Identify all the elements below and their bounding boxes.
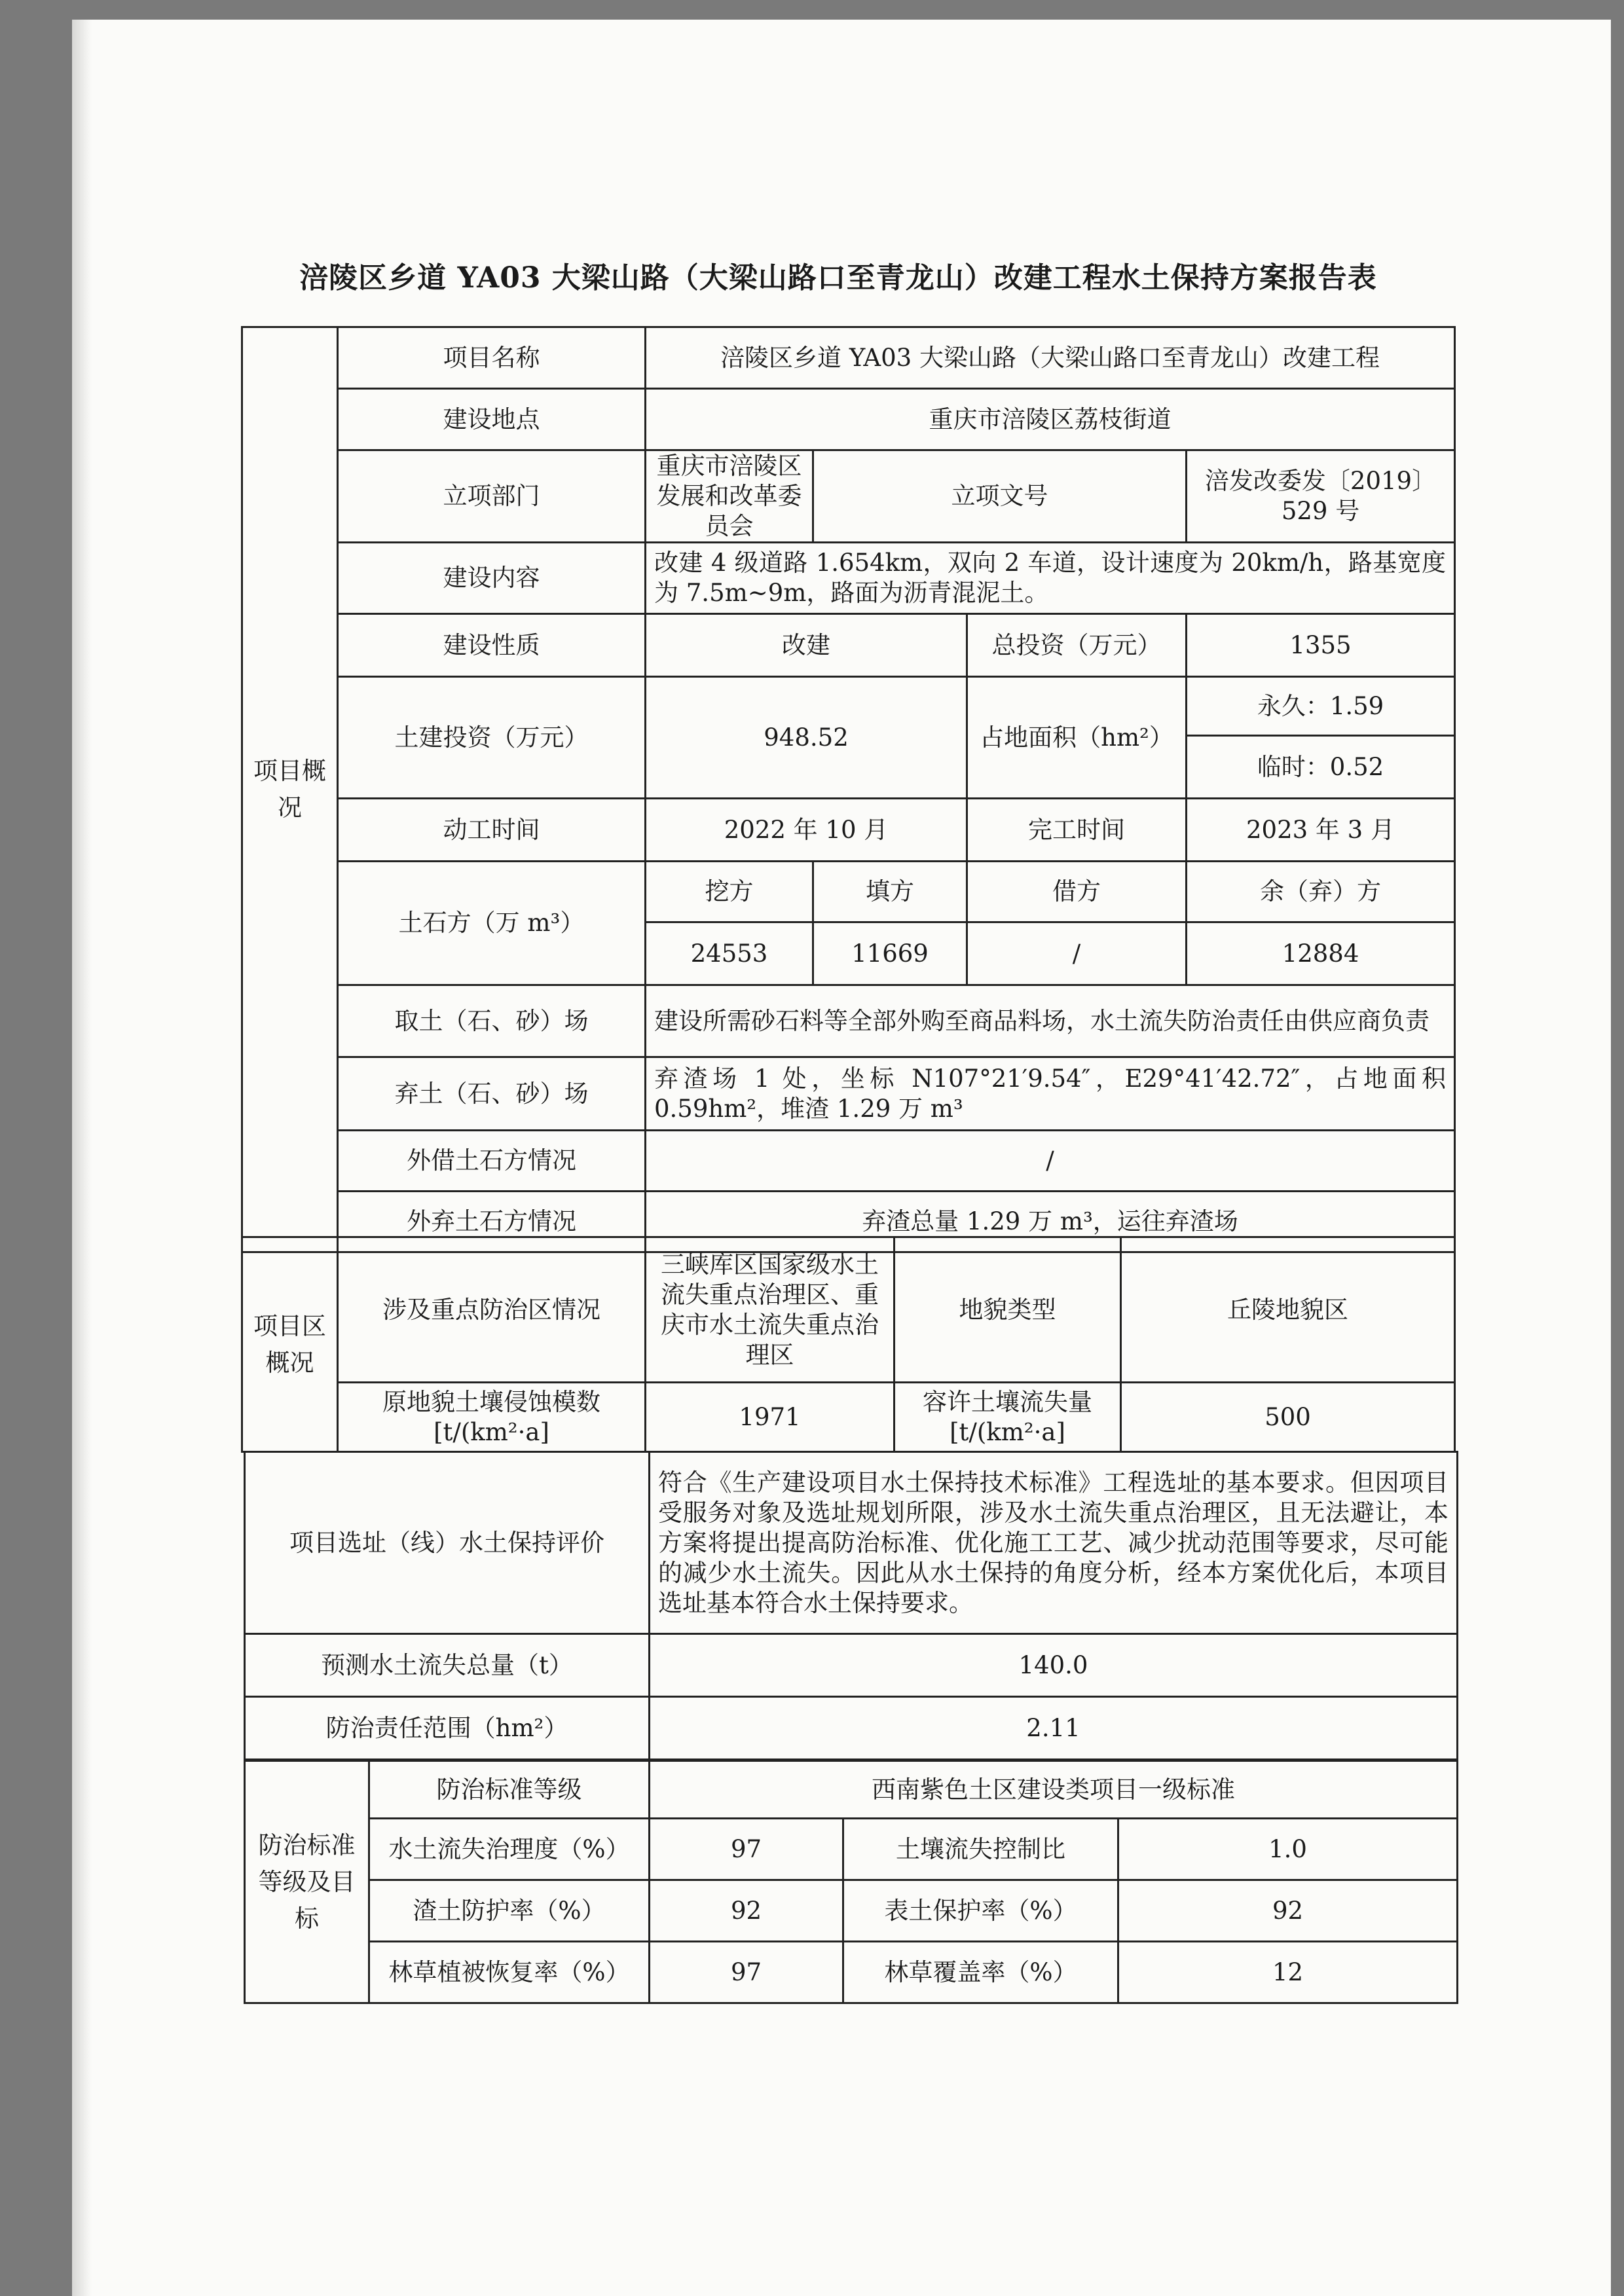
civil-invest-label: 土建投资（万元） — [338, 677, 646, 799]
location-value: 重庆市涪陵区荔枝街道 — [646, 389, 1455, 450]
earth-label: 土石方（万 m³） — [338, 862, 646, 985]
end-value: 2023 年 3 月 — [1187, 799, 1455, 862]
project-name-label: 项目名称 — [338, 327, 646, 389]
evaluation-text: 符合《生产建设项目水土保持技术标准》工程选址的基本要求。但因项目受服务对象及选址规划所限，涉及水土流失重点治理区，且无法避让，本方案将提出提高防治标准、优化施工工艺、减少扰动范围等要求，尽可能的减少水土流失。因此从水土保持的角度分析，经本方案优化后，本项目选址基本符合水土保持要求。 — [650, 1452, 1458, 1634]
landform-label: 地貌类型 — [895, 1237, 1121, 1383]
loss-value: 140.0 — [650, 1634, 1458, 1697]
civil-invest-value: 948.52 — [646, 677, 967, 799]
target-label: 渣土防护率（%） — [369, 1880, 650, 1942]
end-label: 完工时间 — [967, 799, 1187, 862]
target-value: 92 — [1118, 1880, 1458, 1942]
area-permanent: 永久：1.59 — [1187, 677, 1455, 736]
target-label: 林草覆盖率（%） — [843, 1942, 1118, 2003]
nature-value: 改建 — [646, 614, 967, 677]
target-value: 97 — [650, 1819, 843, 1880]
earth-header-surplus: 余（弃）方 — [1187, 862, 1455, 922]
ext-borrow-value: / — [646, 1131, 1455, 1192]
project-overview-table — [241, 326, 1456, 1253]
ext-spoil-label: 外弃土石方情况 — [338, 1192, 646, 1252]
standards-table — [244, 1760, 1458, 2004]
target-label: 表土保护率（%） — [843, 1880, 1118, 1942]
earth-value-surplus: 12884 — [1187, 922, 1455, 985]
category-area-overview: 项目区概况 — [242, 1237, 338, 1452]
target-value: 1.0 — [1118, 1819, 1458, 1880]
doc-no-value: 涪发改委发〔2019〕529 号 — [1187, 450, 1455, 543]
allow-label: 容许土壤流失量 [t/(km²·a] — [895, 1383, 1121, 1452]
target-label: 林草植被恢复率（%） — [369, 1942, 650, 2003]
project-name-value: 涪陵区乡道 YA03 大梁山路（大梁山路口至青龙山）改建工程 — [646, 327, 1455, 389]
borrow-site-label: 取土（石、砂）场 — [338, 985, 646, 1057]
earth-header-borrow: 借方 — [967, 862, 1187, 922]
target-label: 土壤流失控制比 — [843, 1819, 1118, 1880]
scope-label: 防治责任范围（hm²） — [245, 1697, 650, 1760]
evaluation-table — [244, 1451, 1458, 1760]
dept-label: 立项部门 — [338, 450, 646, 543]
start-value: 2022 年 10 月 — [646, 799, 967, 862]
earth-value-excavation: 24553 — [646, 922, 813, 985]
location-label: 建设地点 — [338, 389, 646, 450]
page-binding-shadow — [72, 20, 92, 2296]
report-title: 涪陵区乡道 YA03 大梁山路（大梁山路口至青龙山）改建工程水土保持方案报告表 — [299, 261, 1377, 295]
total-invest-value: 1355 — [1187, 614, 1455, 677]
earth-value-borrow: / — [967, 922, 1187, 985]
erosion-value: 1971 — [646, 1383, 895, 1452]
nature-label: 建设性质 — [338, 614, 646, 677]
grade-label: 防治标准等级 — [369, 1761, 650, 1819]
earth-header-excavation: 挖方 — [646, 862, 813, 922]
dept-value: 重庆市涪陵区发展和改革委员会 — [646, 450, 813, 543]
grade-value: 西南紫色土区建设类项目一级标准 — [650, 1761, 1458, 1819]
earth-header-fill: 填方 — [813, 862, 967, 922]
scope-value: 2.11 — [650, 1697, 1458, 1760]
content-label: 建设内容 — [338, 543, 646, 614]
spoil-site-value: 弃渣场 1 处，坐标 N107°21′9.54″，E29°41′42.72″，占地面积 0.59hm²，堆渣 1.29 万 m³ — [646, 1057, 1455, 1131]
erosion-label: 原地貌土壤侵蚀模数 [t/(km²·a] — [338, 1383, 646, 1452]
start-label: 动工时间 — [338, 799, 646, 862]
borrow-site-value: 建设所需砂石料等全部外购至商品料场，水土流失防治责任由供应商负责 — [646, 985, 1455, 1057]
key-zone-label: 涉及重点防治区情况 — [338, 1237, 646, 1383]
area-label: 占地面积（hm²） — [967, 677, 1187, 799]
spoil-site-label: 弃土（石、砂）场 — [338, 1057, 646, 1131]
target-value: 97 — [650, 1942, 843, 2003]
total-invest-label: 总投资（万元） — [967, 614, 1187, 677]
landform-value: 丘陵地貌区 — [1121, 1237, 1455, 1383]
target-value: 92 — [650, 1880, 843, 1942]
content-value: 改建 4 级道路 1.654km，双向 2 车道，设计速度为 20km/h，路基宽度为 7.5m~9m，路面为沥青混泥土。 — [646, 543, 1455, 614]
area-overview-table — [241, 1236, 1456, 1453]
ext-spoil-value: 弃渣总量 1.29 万 m³，运往弃渣场 — [646, 1192, 1455, 1252]
ext-borrow-label: 外借土石方情况 — [338, 1131, 646, 1192]
allow-value: 500 — [1121, 1383, 1455, 1452]
key-zone-value: 三峡库区国家级水土流失重点治理区、重庆市水土流失重点治理区 — [646, 1237, 895, 1383]
target-value: 12 — [1118, 1942, 1458, 2003]
loss-label: 预测水土流失总量（t） — [245, 1634, 650, 1697]
doc-no-label: 立项文号 — [813, 450, 1187, 543]
target-label: 水土流失治理度（%） — [369, 1819, 650, 1880]
earth-value-fill: 11669 — [813, 922, 967, 985]
category-project-overview: 项目概况 — [242, 327, 338, 1252]
area-temporary: 临时：0.52 — [1187, 736, 1455, 799]
evaluation-label: 项目选址（线）水土保持评价 — [245, 1452, 650, 1634]
category-standards: 防治标准等级及目标 — [245, 1761, 369, 2003]
